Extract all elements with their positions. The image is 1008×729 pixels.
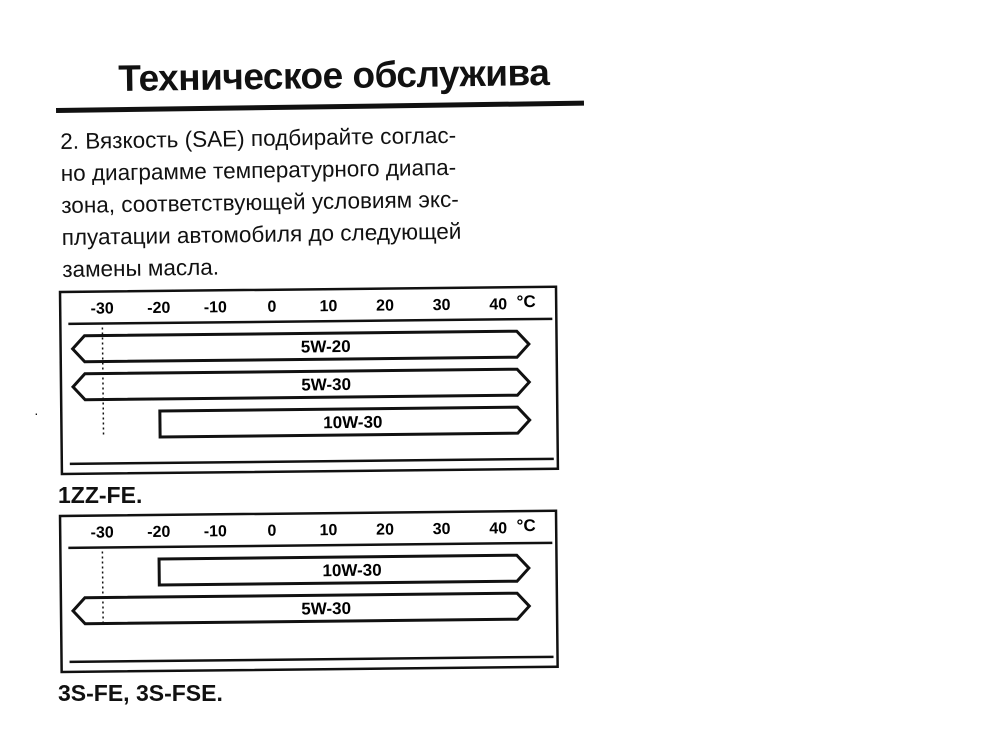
tick-label: 0	[267, 522, 277, 540]
viscosity-grade-label: 10W-30	[323, 412, 383, 433]
tick-label: 10	[319, 522, 338, 540]
chart-baseline	[70, 459, 554, 464]
paragraph-line: 2. Вязкость (SAE) подбирайте соглас-	[60, 122, 457, 154]
viscosity-grade-label: 5W-30	[301, 598, 352, 619]
unit-label: °C	[516, 515, 536, 536]
tick-label: 30	[432, 296, 451, 315]
tick-label: -30	[90, 300, 114, 318]
chart-baseline	[70, 657, 554, 662]
viscosity-chart-3s-fe	[58, 509, 560, 679]
tick-label: 30	[432, 520, 451, 539]
tick-label: 10	[319, 298, 338, 316]
chart-caption-3s-fe: 3S-FE, 3S-FSE.	[58, 680, 223, 706]
viscosity-grade-label: 5W-20	[300, 336, 351, 357]
temperature-axis	[68, 543, 552, 548]
tick-label: -10	[203, 523, 227, 541]
stray-mark: ·	[34, 405, 39, 421]
tick-label: -20	[147, 523, 171, 542]
tick-label: 40	[489, 520, 508, 538]
paragraph-line: но диаграмме температурного диапа-	[60, 154, 457, 186]
viscosity-grade-label: 5W-30	[301, 374, 352, 395]
paragraph-line: замены масла.	[62, 254, 220, 282]
paragraph-line: зона, соответствующей условиям экс-	[61, 186, 459, 218]
viscosity-grade-label: 10W-30	[322, 560, 382, 581]
temperature-axis	[68, 319, 552, 324]
chart-svg	[58, 285, 560, 476]
chart-caption-1zz-fe: 1ZZ-FE.	[58, 482, 143, 508]
tick-label: 20	[376, 297, 395, 315]
tick-label: -30	[90, 524, 114, 542]
chart-frame	[60, 511, 558, 672]
paragraph-line: плуатации автомобиля до следующей	[61, 218, 462, 250]
unit-label: °C	[516, 291, 536, 312]
viscosity-paragraph	[60, 118, 562, 286]
tick-label: 0	[267, 298, 277, 316]
viscosity-chart-1zz-fe	[58, 285, 560, 481]
tick-label: -10	[203, 299, 227, 317]
tick-label: 20	[376, 521, 395, 539]
page-heading: Техническое обслужива	[118, 51, 550, 99]
reference-dotted-line	[102, 552, 103, 624]
tick-label: -20	[147, 299, 171, 318]
chart-svg	[58, 509, 560, 674]
tick-label: 40	[489, 296, 508, 314]
